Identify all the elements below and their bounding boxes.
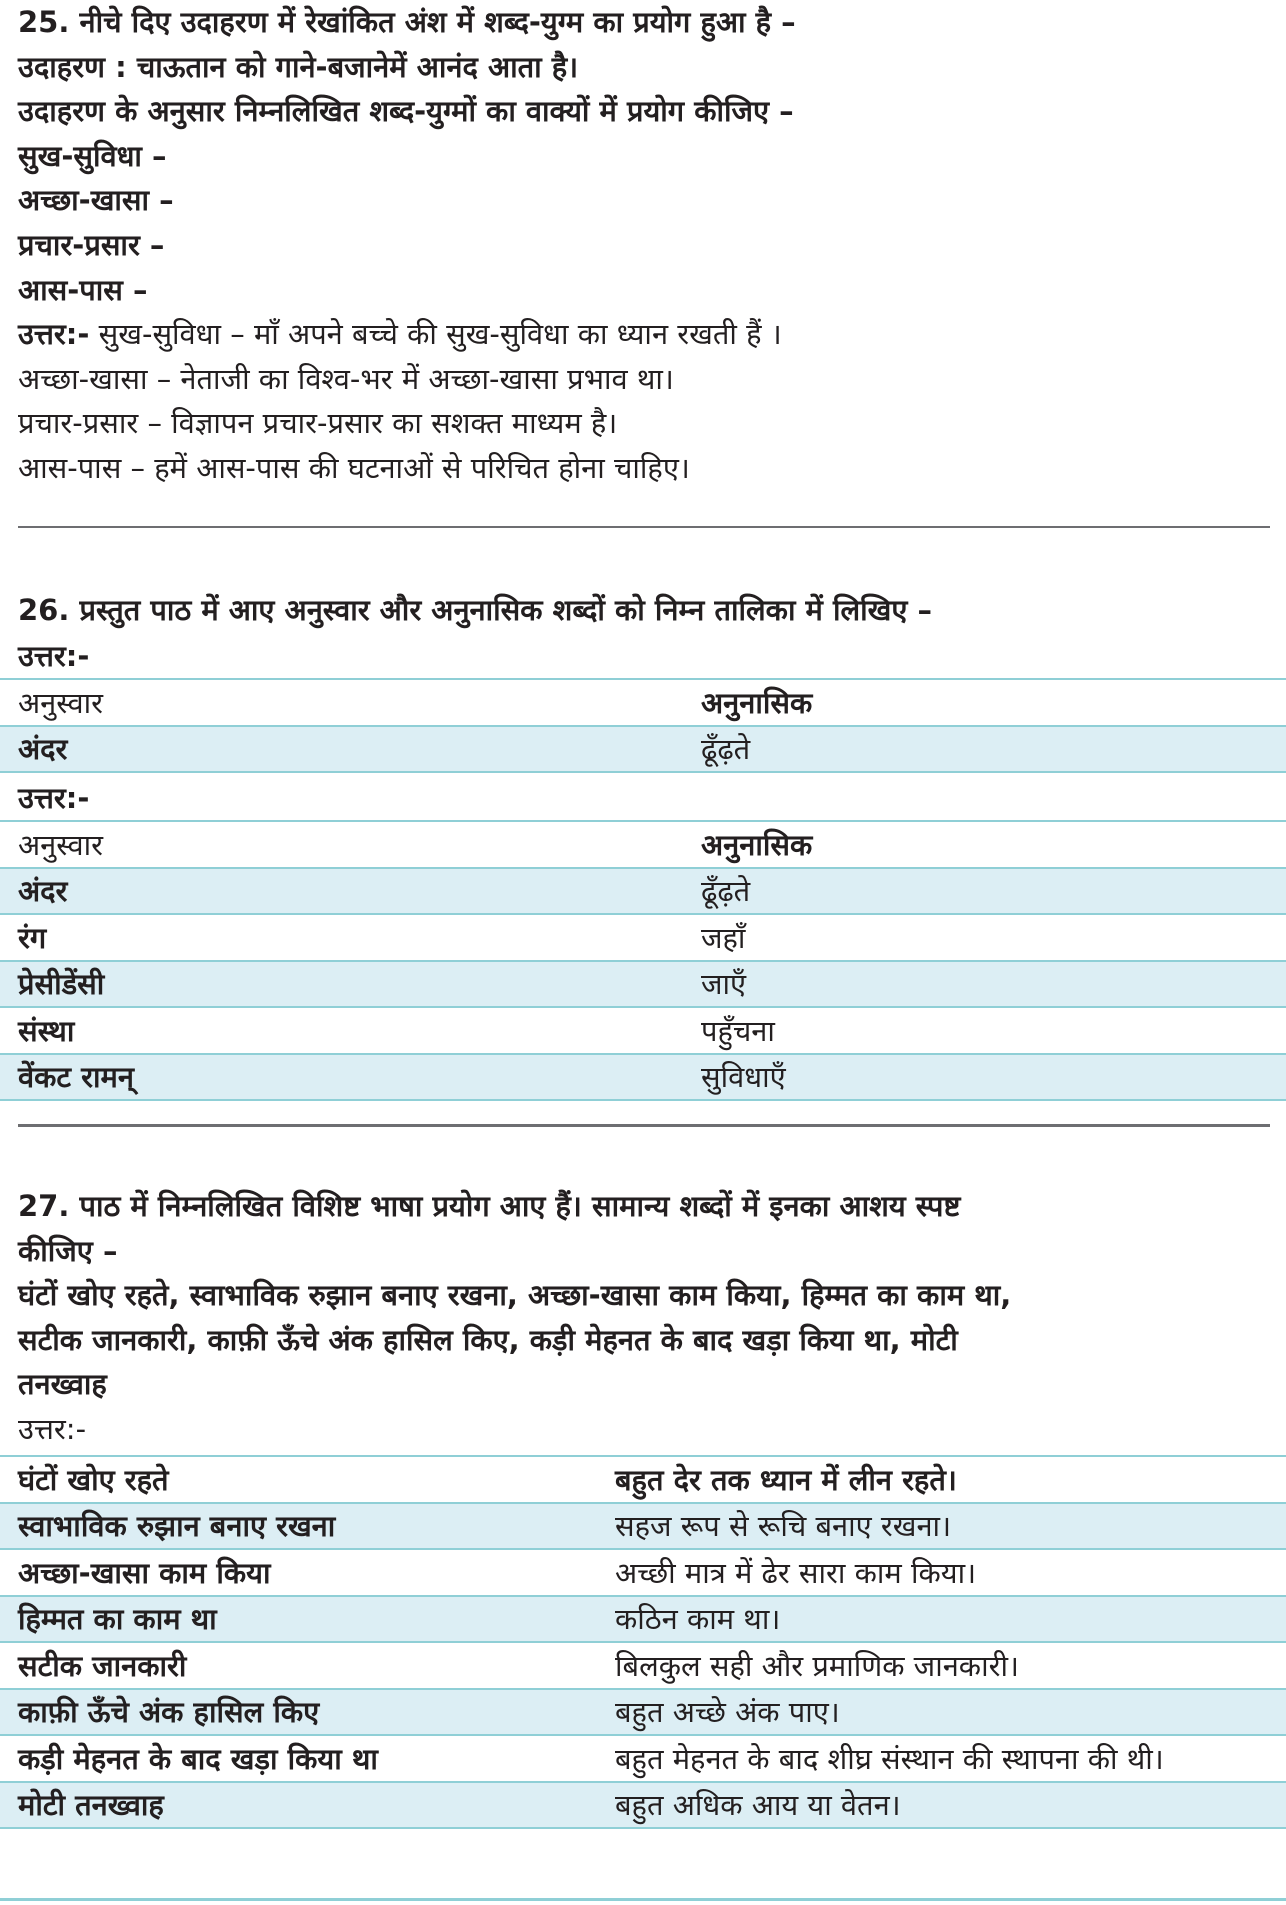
table-cell: अच्छा-खासा काम किया: [0, 1549, 597, 1596]
table-cell: अंदर: [0, 726, 683, 773]
table-row: [0, 868, 1286, 915]
example-text: उदाहरण : चाऊतान को गाने-बजानेमें आनंद आता है।: [18, 49, 579, 84]
table-header: अनुस्वार: [0, 821, 683, 868]
table-cell: हिम्मत का काम था: [0, 1596, 597, 1643]
question-text: 25. नीचे दिए उदाहरण में रेखांकित अंश में शब्द-युग्म का प्रयोग हुआ है –: [18, 5, 796, 39]
table-cell: बहुत अच्छे अंक पाए।: [597, 1689, 1286, 1736]
question-25: [18, 0, 1268, 491]
table-cell: रंग: [0, 914, 683, 961]
table-row: [0, 1007, 1286, 1054]
table-cell: काफ़ी ऊँचे अंक हासिल किए: [0, 1689, 597, 1736]
section-divider: [18, 526, 1270, 528]
table-row: [0, 1782, 1286, 1829]
table-row: [0, 1456, 1286, 1503]
word-pair: सुख-सुविधा –: [18, 138, 167, 173]
page-bottom-border: [0, 1898, 1286, 1901]
table-row: [0, 1503, 1286, 1550]
table-cell: जाएँ: [683, 961, 1286, 1008]
answer-line: [18, 312, 1268, 357]
table-cell: कड़ी मेहनत के बाद खड़ा किया था: [0, 1735, 597, 1782]
table-header: अनुनासिक: [683, 679, 1286, 726]
question-26-text: 26. प्रस्तुत पाठ में आए अनुस्वार और अनुनासिक शब्दों को निम्न तालिका में लिखिए –: [18, 593, 933, 627]
table-row: [0, 1054, 1286, 1101]
instruction-text: उदाहरण के अनुसार निम्नलिखित शब्द-युग्मों का वाक्यों में प्रयोग कीजिए –: [18, 94, 794, 129]
table-cell: बहुत अधिक आय या वेतन।: [597, 1782, 1286, 1829]
table-row: [0, 914, 1286, 961]
table-cell: संस्था: [0, 1007, 683, 1054]
table-cell: वेंकट रामन्: [0, 1054, 683, 1101]
table-row: [0, 1549, 1286, 1596]
answer-label: उत्तर:-: [18, 317, 90, 352]
answer-label: उत्तर:-: [18, 639, 90, 673]
table-header: अनुस्वार: [0, 679, 683, 726]
word-pair: प्रचार-प्रसार –: [18, 227, 165, 262]
section-divider: [18, 1124, 1270, 1127]
table-row: [0, 961, 1286, 1008]
answer-line: आस-पास – हमें आस-पास की घटनाओं से परिचित होना चाहिए।: [18, 450, 690, 485]
answer-label: उत्तर:-: [18, 781, 90, 815]
table-cell: सहज रूप से रूचि बनाए रखना।: [597, 1503, 1286, 1550]
table-row: [0, 1642, 1286, 1689]
table-cell: सटीक जानकारी: [0, 1642, 597, 1689]
table-header-row: [0, 821, 1286, 868]
answer-line: अच्छा-खासा – नेताजी का विश्व-भर में अच्छा-खासा प्रभाव था।: [18, 361, 674, 396]
table-row: [0, 726, 1286, 773]
table-row: [0, 1689, 1286, 1736]
table-cell: बिलकुल सही और प्रमाणिक जानकारी।: [597, 1642, 1286, 1689]
question-text: कीजिए –: [18, 1233, 118, 1268]
table-cell: बहुत देर तक ध्यान में लीन रहते।: [597, 1456, 1286, 1503]
phrases-text: तनख्वाह: [18, 1367, 107, 1402]
answer-line: प्रचार-प्रसार – विज्ञापन प्रचार-प्रसार का सशक्त माध्यम है।: [18, 406, 618, 441]
phrases-text: सटीक जानकारी, काफ़ी ऊँचे अंक हासिल किए, कड़ी मेहनत के बाद खड़ा किया था, मोटी: [18, 1322, 958, 1357]
table-cell: अच्छी मात्र में ढेर सारा काम किया।: [597, 1549, 1286, 1596]
answer-text: सुख-सुविधा – माँ अपने बच्चे की सुख-सुविधा का ध्यान रखती हैं ।: [98, 317, 782, 352]
table-cell: घंटों खोए रहते: [0, 1456, 597, 1503]
table-cell: अंदर: [0, 868, 683, 915]
table-cell: जहाँ: [683, 914, 1286, 961]
table-row: [0, 1596, 1286, 1643]
question-27: [18, 1184, 1268, 1452]
table-cell: ढूँढ़ते: [683, 868, 1286, 915]
table-cell: ढूँढ़ते: [683, 726, 1286, 773]
word-pair: अच्छा-खासा –: [18, 183, 174, 218]
table-row: [0, 1735, 1286, 1782]
table-cell: कठिन काम था।: [597, 1596, 1286, 1643]
table-cell: प्रेसीडेंसी: [0, 961, 683, 1008]
answer-label: उत्तर:-: [18, 1411, 87, 1446]
table-header-row: [0, 679, 1286, 726]
table-cell: स्वाभाविक रुझान बनाए रखना: [0, 1503, 597, 1550]
table-cell: सुविधाएँ: [683, 1054, 1286, 1101]
table-cell: मोटी तनख्वाह: [0, 1782, 597, 1829]
table-header: अनुनासिक: [683, 821, 1286, 868]
meaning-table: [0, 1455, 1286, 1829]
phrases-text: घंटों खोए रहते, स्वाभाविक रुझान बनाए रखना, अच्छा-खासा काम किया, हिम्मत का काम था,: [18, 1278, 1012, 1313]
table-cell: पहुँचना: [683, 1007, 1286, 1054]
word-pair: आस-पास –: [18, 272, 148, 307]
anusvar-table-1: [0, 678, 1286, 773]
question-text: 27. पाठ में निम्नलिखित विशिष्ट भाषा प्रयोग आए हैं। सामान्य शब्दों में इनका आशय स्पष्ट: [18, 1189, 961, 1223]
anusvar-table-2: [0, 820, 1286, 1101]
table-cell: बहुत मेहनत के बाद शीघ्र संस्थान की स्थापना की थी।: [597, 1735, 1286, 1782]
